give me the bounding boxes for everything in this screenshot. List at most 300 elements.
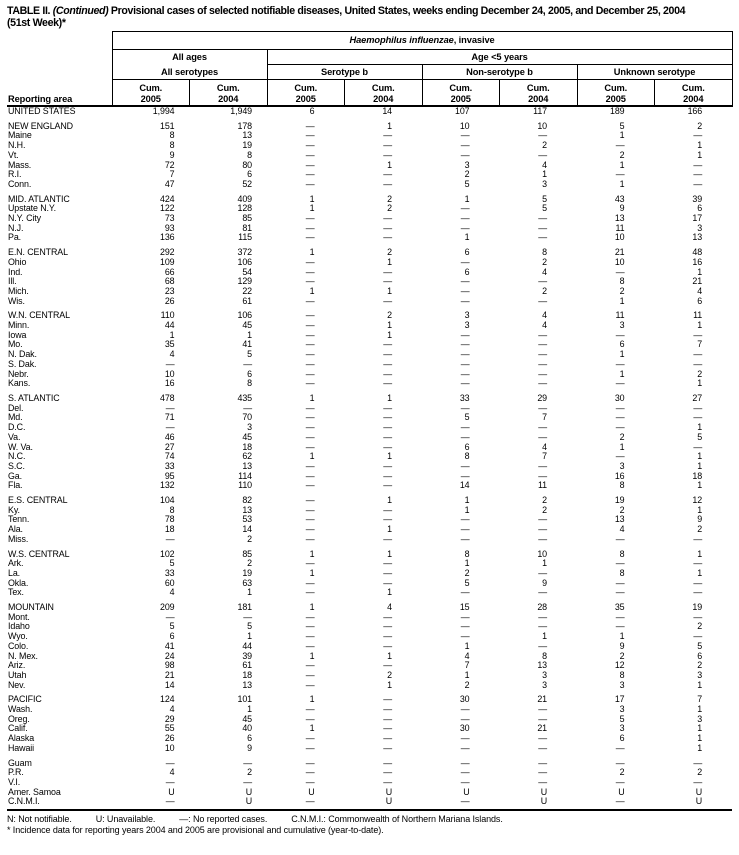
reporting-area-cell: W.N. CENTRAL [8,310,70,321]
reporting-area-cell: Nev. [8,679,26,690]
value-cell: 45 [242,713,252,724]
value-cell: — [305,266,315,277]
value-cell: — [383,631,392,642]
value-cell: 18 [692,470,703,481]
disease-suffix: , invasive [453,35,495,46]
value-cell: 5 [542,203,547,214]
reporting-area-cell: Maine [8,130,32,141]
value-cell: 10 [164,742,175,753]
value-cell: 9 [619,203,625,214]
value-cell: — [383,577,392,588]
value-cell: 8 [169,504,175,515]
value-cell: 1 [464,669,470,680]
value-cell: 27 [692,392,703,403]
reporting-area-header: Reporting area [7,32,112,107]
value-cell: 2 [387,203,392,214]
value-cell: — [538,704,547,715]
value-cell: — [460,422,470,433]
reporting-area-cell: S. ATLANTIC [8,392,60,403]
value-cell: 10 [164,368,175,379]
value-cell: 2 [619,149,625,160]
value-cell: — [693,329,703,340]
value-cell: — [305,558,315,569]
value-cell: 1 [309,285,315,296]
reporting-area-cell: Ky. [8,504,20,515]
value-cell: — [693,533,703,544]
value-cell: 1,994 [152,106,175,116]
reporting-area-cell: Colo. [8,640,29,651]
value-cell: — [460,742,470,753]
title-text: Provisional cases of selected notifiable diseases, United States, weeks ending December 24, 2005, and December 25, 2004 [110,5,686,17]
value-cell: — [383,368,392,379]
reporting-area-cell: MID. ATLANTIC [8,193,70,204]
value-cell: 2 [542,140,547,151]
value-cell: 33 [164,460,175,471]
value-cell: — [460,329,470,340]
reporting-area-cell: Upstate N.Y. [8,203,56,214]
value-cell: 3 [697,713,703,724]
value-cell: 46 [164,431,175,442]
value-cell: — [538,460,547,471]
value-cell: — [538,402,547,413]
value-cell: — [693,412,703,423]
table-header [7,32,732,107]
value-cell: 1 [247,631,252,642]
value-cell: — [615,577,625,588]
value-cell: 189 [609,106,625,116]
value-cell: 2 [247,533,252,544]
value-cell: — [305,320,315,331]
value-cell: 73 [164,213,175,224]
reporting-area-cell: Hawaii [8,742,35,753]
value-cell: 18 [164,524,175,535]
reporting-area-cell: V.I. [8,777,21,787]
value-cell: 8 [619,480,625,491]
reporting-area-cell: D.C. [8,422,26,433]
reporting-area-cell: Wyo. [8,631,28,642]
value-cell: 6 [247,368,252,379]
value-cell: 21 [537,723,547,734]
value-cell: — [383,777,392,787]
value-cell: — [243,757,252,768]
group-all-serotypes: All serotypes [112,65,267,80]
value-cell: 82 [242,495,252,506]
reporting-area-cell: E.N. CENTRAL [8,247,68,258]
value-cell: 1 [697,422,703,433]
value-cell: 4 [169,704,175,715]
value-cell: — [460,767,470,778]
value-cell: 6 [247,169,252,180]
value-cell: 1 [387,159,392,170]
value-cell: — [383,378,392,389]
value-cell: 8 [169,130,175,141]
value-cell: 10 [537,120,547,131]
age-under5-header: Age <5 years [267,50,732,65]
value-cell: 1 [697,504,703,515]
value-cell: 128 [237,203,252,214]
value-cell: — [460,431,470,442]
value-cell: — [383,130,392,141]
value-cell: 2 [542,504,547,515]
value-cell: — [460,733,470,744]
reporting-area-cell: Md. [8,412,23,423]
value-cell: — [460,140,470,151]
value-cell: 1 [619,130,625,141]
value-cell: 424 [159,193,175,204]
value-cell: — [243,358,252,369]
value-cell: — [305,704,315,715]
value-cell: 48 [692,247,703,258]
value-cell: 2 [697,621,703,632]
value-cell: 12 [614,660,625,671]
value-cell: 2 [542,495,547,506]
reporting-area-cell: Nebr. [8,368,29,379]
title-continued: (Continued) [52,5,109,17]
value-cell: 136 [159,232,175,243]
value-cell: — [305,149,315,160]
value-cell: 7 [542,412,547,423]
value-cell: 1 [387,679,392,690]
value-cell: — [693,130,703,141]
reporting-area-cell: W.S. CENTRAL [8,548,70,559]
reporting-area-cell: Ariz. [8,660,26,671]
value-cell: 1,949 [230,106,252,116]
value-cell: 53 [242,514,252,525]
value-cell: 2 [542,285,547,296]
value-cell: — [305,480,315,491]
value-cell: 1 [309,548,315,559]
value-cell: — [305,178,315,189]
value-cell: 61 [242,295,252,306]
value-cell: — [383,412,392,423]
value-cell: — [383,266,392,277]
value-cell: — [383,733,392,744]
value-cell: 14 [242,524,252,535]
value-cell: — [305,713,315,724]
value-cell: 17 [692,213,703,224]
value-cell: 1 [247,587,252,598]
value-cell: 23 [164,285,175,296]
value-cell: — [693,169,703,180]
reporting-area-cell: S.C. [8,460,25,471]
value-cell: 30 [459,694,470,705]
value-cell: 21 [692,276,703,287]
reporting-area-cell: Ga. [8,470,23,481]
reporting-area-cell: Ala. [8,524,23,535]
reporting-area-cell: Tenn. [8,514,30,525]
value-cell: 4 [542,159,547,170]
col-header-cum-2004: Cum. 2004 [190,80,268,107]
value-cell: — [383,295,392,306]
value-cell: — [383,640,392,651]
value-cell: 1 [619,349,625,360]
value-cell: 5 [247,349,252,360]
value-cell: 1 [309,602,315,613]
value-cell: — [165,777,175,787]
value-cell: 6 [464,266,470,277]
col-header-cum-2005: Cum. 2005 [422,80,500,107]
value-cell: 110 [160,310,175,321]
value-cell: — [460,378,470,389]
value-cell: 61 [242,660,252,671]
value-cell: 209 [159,602,175,613]
value-cell: 1 [697,378,703,389]
value-cell: 47 [164,178,175,189]
value-cell: 6 [619,733,625,744]
value-cell: — [383,470,392,481]
value-cell: 6 [247,733,252,744]
value-cell: 3 [464,159,470,170]
reporting-area-cell: Alaska [8,733,35,744]
value-cell: 6 [697,295,703,306]
value-cell: 33 [164,567,175,578]
value-cell: 41 [164,640,175,651]
value-cell: 132 [159,480,175,491]
reporting-area-cell: R.I. [8,169,22,180]
value-cell: — [538,358,547,369]
value-cell: 13 [242,130,252,141]
value-cell: 14 [459,480,470,491]
value-cell: — [383,149,392,160]
value-cell: — [383,660,392,671]
value-cell: 44 [164,320,175,331]
value-cell: — [305,232,315,243]
value-cell: 1 [387,451,392,462]
value-cell: 11 [615,222,625,233]
value-cell: 68 [164,276,175,287]
value-cell: — [538,130,547,141]
reporting-area-cell: Okla. [8,577,29,588]
value-cell: 1 [542,169,547,180]
value-cell: — [305,495,315,506]
reporting-area-cell: Ark. [8,558,24,569]
value-cell: — [305,358,315,369]
value-cell: — [383,742,392,753]
value-cell: 1 [464,558,470,569]
value-cell: — [693,358,703,369]
value-cell: 2 [697,524,703,535]
table-row [7,681,732,691]
value-cell: 1 [169,329,175,340]
value-cell: U [308,786,315,797]
value-cell: — [165,402,175,413]
value-cell: 106 [237,256,252,267]
value-cell: 44 [242,640,252,651]
value-cell: 102 [159,548,175,559]
value-cell: — [383,349,392,360]
value-cell: 1 [309,247,315,258]
value-cell: 13 [614,514,625,525]
value-cell: 15 [459,602,470,613]
value-cell: 2 [387,669,392,680]
value-cell: — [615,329,625,340]
value-cell: 10 [614,232,625,243]
value-cell: — [538,295,547,306]
value-cell: 74 [164,451,175,462]
legend-not-notifiable: N: Not notifiable. [7,814,72,825]
reporting-area-cell: Mass. [8,159,32,170]
value-cell: 5 [464,577,470,588]
value-cell: — [305,742,315,753]
value-cell: — [615,169,625,180]
value-cell: 85 [242,548,252,559]
reporting-area-cell: Idaho [8,621,30,632]
value-cell: 81 [242,222,252,233]
value-cell: — [305,295,315,306]
value-cell: 4 [464,650,470,661]
value-cell: — [383,533,392,544]
reporting-area-cell: N.C. [8,451,26,462]
table-row [7,117,732,132]
value-cell: 3 [542,178,547,189]
reporting-area-cell: UNITED STATES [8,106,76,116]
value-cell: — [305,412,315,423]
value-cell: 1 [464,232,470,243]
value-cell: 101 [237,694,252,705]
value-cell: 10 [614,256,625,267]
value-cell: 1 [387,120,392,131]
value-cell: 1 [619,178,625,189]
value-cell: — [460,533,470,544]
value-cell: 122 [159,203,175,214]
value-cell: 292 [159,247,175,258]
value-cell: — [615,621,625,632]
value-cell: 8 [542,650,547,661]
value-cell: 39 [242,650,252,661]
value-cell: 16 [164,378,175,389]
value-cell: 13 [242,679,252,690]
value-cell: — [305,611,315,622]
reporting-area-cell: Ind. [8,266,23,277]
value-cell: — [305,514,315,525]
table-title-line2: (51st Week)* [7,17,66,29]
value-cell: 1 [387,285,392,296]
value-cell: 5 [619,713,625,724]
value-cell: — [305,276,315,287]
reporting-area-cell: S. Dak. [8,358,37,369]
value-cell: 24 [164,650,175,661]
value-cell: — [538,470,547,481]
value-cell: — [460,222,470,233]
value-cell: 117 [533,106,547,116]
table-title [7,5,732,17]
reporting-area-cell: Vt. [8,149,19,160]
value-cell: 85 [242,213,252,224]
value-cell: 4 [387,602,392,613]
value-cell: — [383,358,392,369]
value-cell: — [383,339,392,350]
value-cell: — [538,621,547,632]
value-cell: — [383,767,392,778]
value-cell: U [695,786,703,797]
value-cell: 5 [697,431,703,442]
reporting-area-cell: Ill. [8,276,17,287]
value-cell: 28 [537,602,547,613]
value-cell: U [245,786,252,797]
value-cell: — [305,120,315,131]
value-cell: — [693,402,703,413]
value-cell: 3 [619,320,625,331]
value-cell: 30 [459,723,470,734]
value-cell: — [305,130,315,141]
value-cell: 1 [697,460,703,471]
value-cell: 1 [247,329,252,340]
value-cell: 6 [464,441,470,452]
value-cell: 8 [464,548,470,559]
value-cell: 2 [619,650,625,661]
reporting-area-cell: Mont. [8,611,30,622]
value-cell: — [112,797,190,810]
table-body [7,106,732,810]
value-cell: 93 [164,222,175,233]
value-cell: 166 [687,106,703,116]
value-cell: 2 [619,431,625,442]
value-cell: 3 [619,704,625,715]
col-header-cum-2005: Cum. 2005 [112,80,190,107]
value-cell: 70 [242,412,252,423]
value-cell: — [305,169,315,180]
value-cell: — [305,587,315,598]
value-cell: 16 [692,256,703,267]
col-header-cum-2004: Cum. 2004 [345,80,423,107]
value-cell: — [305,441,315,452]
reporting-area-cell: N.Y. City [8,213,41,224]
value-cell: 1 [697,704,703,715]
value-cell: 2 [464,169,470,180]
reporting-area-cell: La. [8,567,21,578]
value-cell: 4 [697,285,703,296]
value-cell: 2 [247,767,252,778]
value-cell: — [615,587,625,598]
value-cell: 55 [164,723,175,734]
value-cell: — [383,431,392,442]
value-cell: 1 [387,320,392,331]
group-serotype-b: Serotype b [267,65,422,80]
value-cell: — [305,577,315,588]
title-prefix: TABLE II. [7,5,51,17]
value-cell: — [383,169,392,180]
value-cell: 8 [247,378,252,389]
value-cell: — [693,777,703,787]
table-row [7,598,732,613]
value-cell: 2 [697,120,703,131]
value-cell: — [460,256,470,267]
value-cell: 41 [242,339,252,350]
value-cell: — [305,349,315,360]
value-cell: 1 [309,203,315,214]
value-cell: 8 [619,548,625,559]
reporting-area-cell: N. Mex. [8,650,38,661]
value-cell: — [305,422,315,433]
value-cell: 5 [542,193,547,204]
value-cell: 110 [238,480,252,491]
value-cell: — [460,621,470,632]
value-cell: — [305,431,315,442]
table-row [7,180,732,190]
table-row [7,243,732,258]
value-cell: — [165,611,175,622]
value-cell: 35 [164,339,175,350]
value-cell: — [615,742,625,753]
value-cell: — [305,757,315,768]
value-cell: 1 [697,451,703,462]
value-cell: 124 [159,694,175,705]
value-cell: — [460,524,470,535]
value-cell: 1 [697,567,703,578]
value-cell: — [538,742,547,753]
value-cell: — [538,232,547,243]
value-cell: — [460,611,470,622]
